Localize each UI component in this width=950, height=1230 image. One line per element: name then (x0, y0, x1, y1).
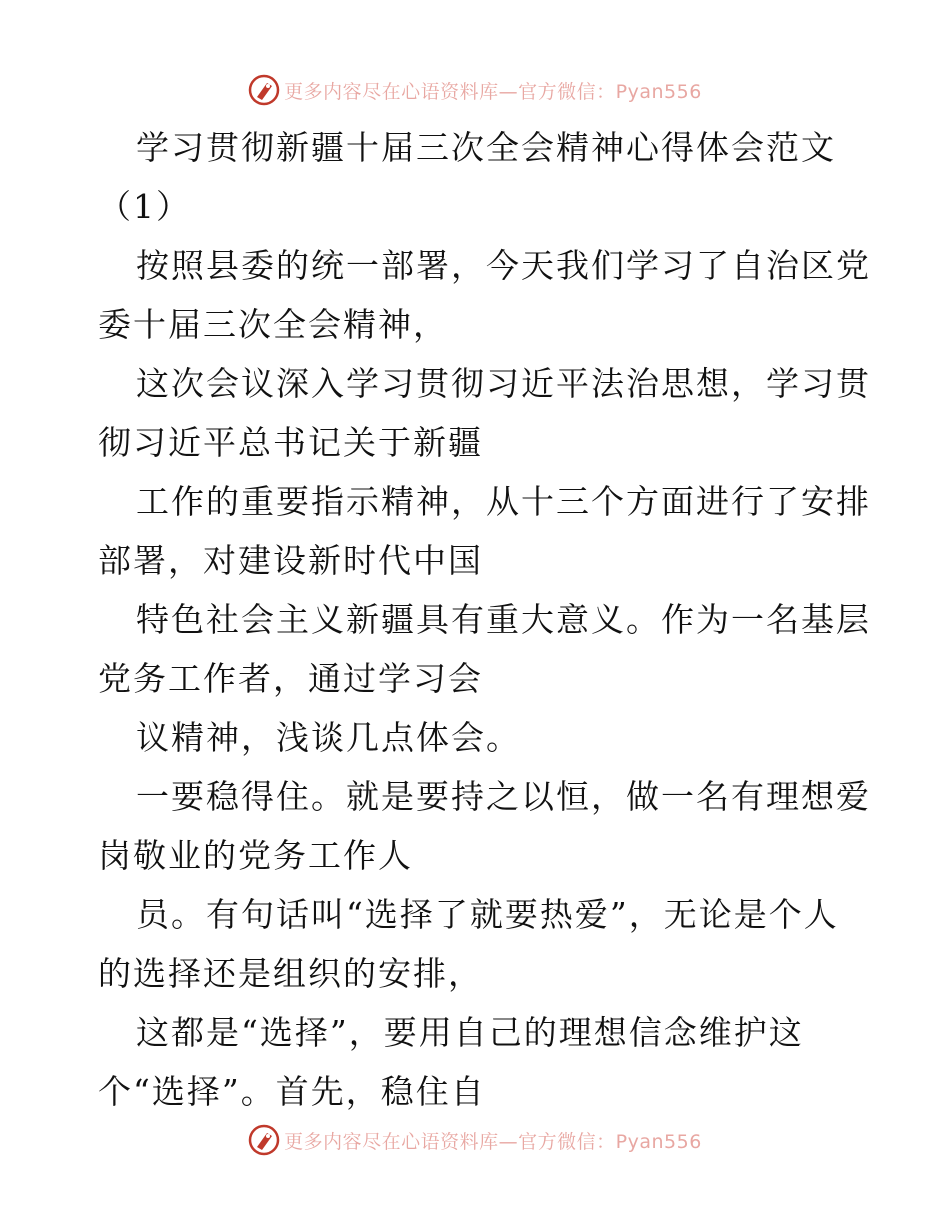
document-body (98, 118, 871, 1121)
text-line: 委十届三次全会精神， (98, 305, 448, 344)
text-line: 工作的重要指示精神，从十三个方面进行了安排 (136, 482, 871, 521)
text-line: 岗敬业的党务工作人 (98, 836, 413, 875)
text-line: 一要稳得住。就是要持之以恒，做一名有理想爱 (136, 777, 871, 816)
text-line: 的选择还是组织的安排， (98, 954, 483, 993)
text-line: 彻习近平总书记关于新疆 (98, 423, 483, 462)
pen-nib-logo-icon (248, 1124, 280, 1156)
text-line: 学习贯彻新疆十届三次全会精神心得体会范文 (136, 128, 836, 167)
footer-banner (0, 1120, 950, 1160)
text-line: （1） (98, 187, 191, 226)
text-line: 个“选择”。首先，稳住自 (98, 1072, 486, 1111)
pen-nib-logo-icon (248, 74, 280, 106)
header-banner (0, 70, 950, 110)
text-line: 员。有句话叫“选择了就要热爱”，无论是个人 (136, 895, 839, 934)
text-line: 特色社会主义新疆具有重大意义。作为一名基层 (136, 600, 871, 639)
text-line: 党务工作者，通过学习会 (98, 659, 483, 698)
text-line: 按照县委的统一部署，今天我们学习了自治区党 (136, 246, 871, 285)
text-line: 这次会议深入学习贯彻习近平法治思想，学习贯 (136, 364, 871, 403)
text-line: 这都是“选择”，要用自己的理想信念维护这 (136, 1013, 804, 1052)
footer-banner-text: 更多内容尽在心语资料库—官方微信：Pyan556 (284, 1130, 702, 1153)
text-line: 议精神，浅谈几点体会。 (136, 718, 521, 757)
header-banner-text: 更多内容尽在心语资料库—官方微信：Pyan556 (284, 80, 702, 103)
text-line: 部署，对建设新时代中国 (98, 541, 483, 580)
